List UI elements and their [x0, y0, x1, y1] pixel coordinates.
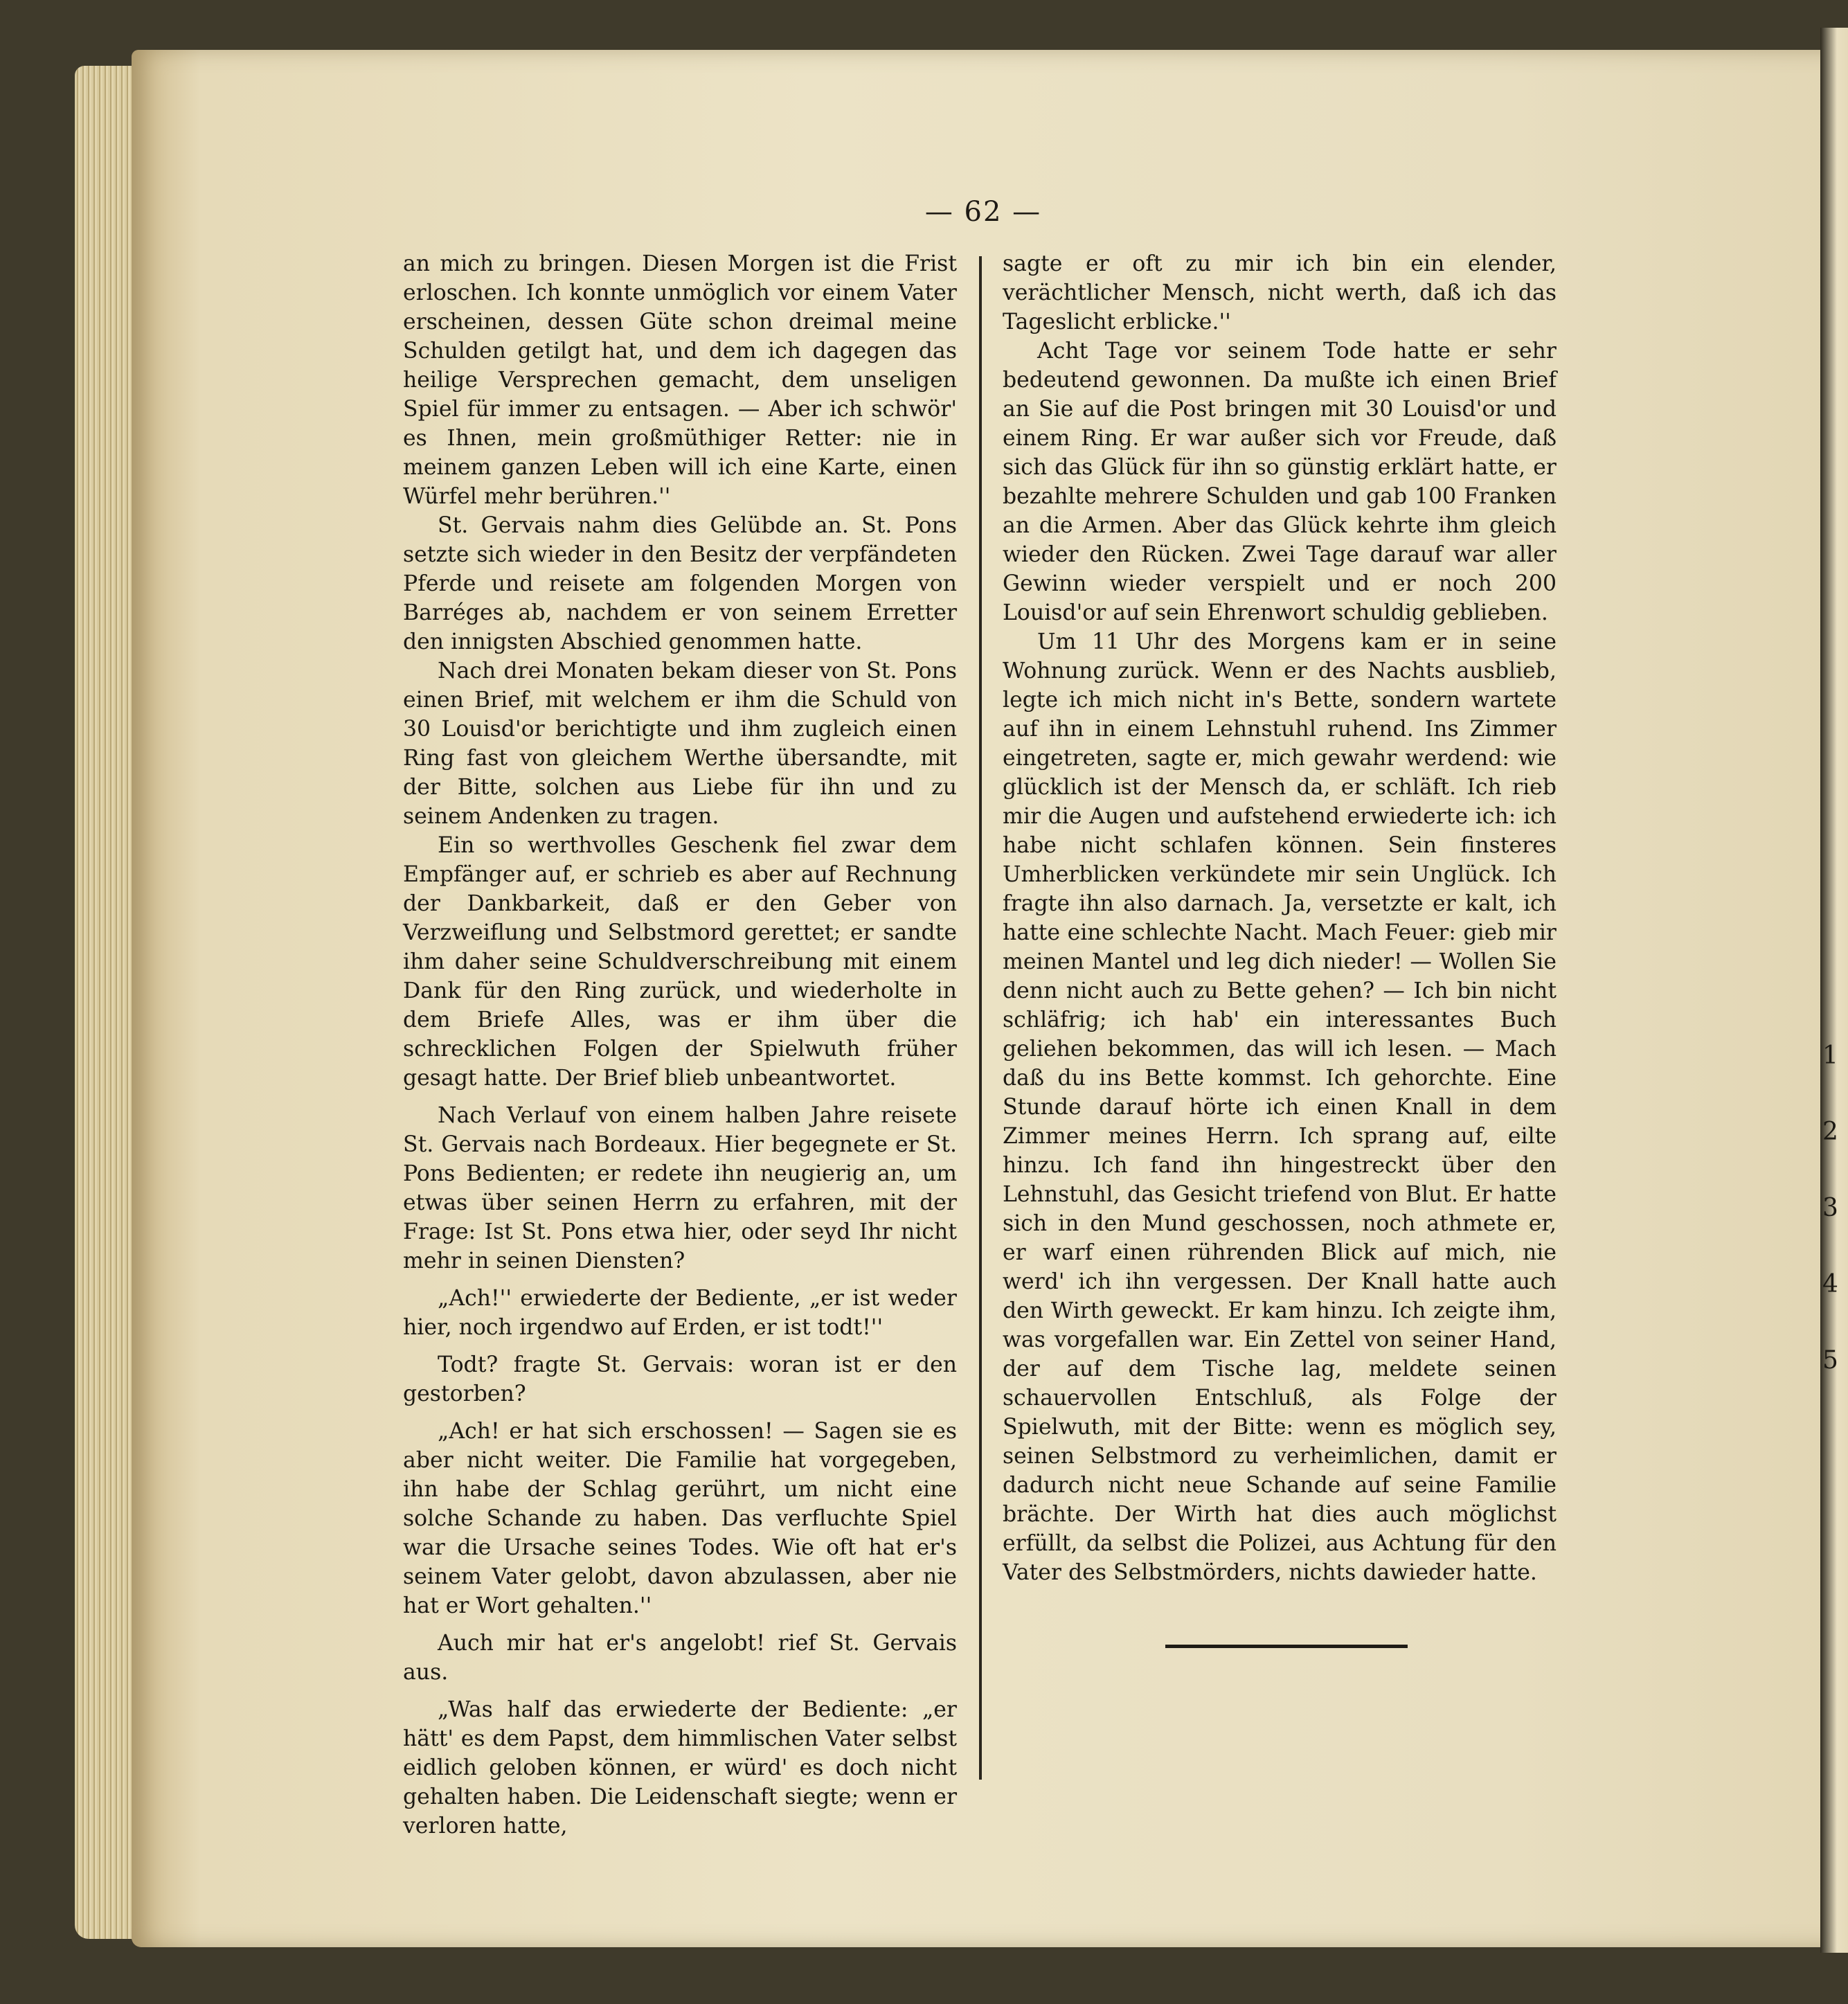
paragraph: Ein so werthvolles Geschenk fiel zwar dem Empfänger auf, er schrieb es aber auf Rechnung der Dankbarkeit, daß er den Geber von Verzweiflung und Selbstmord gerettet; er sandte ihm daher seine Schuldverschreibung mit einem Dank für den Ring zurück, und wiederholte in dem Briefe Alles, was er ihm über die schrecklichen Folgen der Spielwuth früher gesagt hatte. Der Brief blieb unbeantwortet.: [403, 833, 957, 1091]
fragment: 4: [1822, 1270, 1838, 1298]
paragraph: an mich zu bringen. Diesen Morgen ist die Frist erloschen. Ich konnte unmöglich vor einem Vater erscheinen, dessen Güte schon dreimal meine Schulden getilgt hat, und dem ich dagegen das heilige Versprechen gemacht, dem unseligen Spiel für immer zu entsagen. — Aber ich schwör' es Ihnen, mein großmüthiger Retter: nie in meinem ganzen Leben will ich eine Karte, einen Würfel mehr berühren.'': [403, 251, 957, 509]
paragraph: Auch mir hat er's angelobt! rief St. Gervais aus.: [403, 1631, 957, 1685]
fragment: 2: [1822, 1118, 1838, 1146]
book-page: [132, 50, 1848, 1947]
paragraph: Todt? fragte St. Gervais: woran ist er den gestorben?: [403, 1352, 957, 1406]
paragraph: Um 11 Uhr des Morgens kam er in seine Wohnung zurück. Wenn er des Nachts ausblieb, legte ich mich nicht in's Bette, sondern wartete auf ihn in einem Lehnstuhl ruhend. Ins Zimmer eingetreten, sagte er, mich gewahr werdend: wie glücklich ist der Mensch da, er schläft. Ich rieb mir die Augen und aufstehend erwiederte ich: ich habe nicht schlafen können. Sein finsteres Umherblicken verkündete mir sein Unglück. Ich fragte ihn also darnach. Ja, versetzte er kalt, ich hatte eine schlechte Nacht. Mach Feuer: gieb mir meinen Mantel und leg dich nieder! — Wollen Sie denn nicht auch zu Bette gehen? — Ich bin nicht schläfrig; ich hab' ein interessantes Buch geliehen bekommen, das will ich lesen. — Mach daß du ins Bette kommst. Ich gehorchte. Eine Stunde darauf hörte ich einen Knall in dem Zimmer meines Herrn. Ich sprang auf, eilte hinzu. Ich fand ihn hingestreckt über den Lehnstuhl, das Gesicht triefend von Blut. Er hatte sich in den Mund geschossen, noch athmete er, er warf einen rührenden Blick auf mich, nie werd' ich ihn vergessen. Der Knall hatte auch den Wirth geweckt. Er kam hinzu. Ich zeigte ihm, was vorgefallen war. Ein Zettel von seiner Hand, der auf dem Tische lag, meldete seinen schauervollen Entschluß, als Folge der Spielwuth, mit der Bitte: wenn es möglich sey, seinen Selbstmord zu verheimlichen, damit er dadurch nicht neue Schande auf seine Familie brächte. Der Wirth hat dies auch möglichst erfüllt, da selbst die Polizei, aus Achtung für den Vater des Selbstmörders, nichts dawieder hatte.: [1003, 629, 1557, 1585]
paragraph: St. Gervais nahm dies Gelübde an. St. Pons setzte sich wieder in den Besitz der verpfändeten Pferde und reisete am folgenden Morgen von Barréges ab, nachdem er von seinem Erretter den innigsten Abschied genommen hatte.: [403, 513, 957, 654]
next-page-fragments: [1822, 1018, 1847, 1399]
paragraph: Acht Tage vor seinem Tode hatte er sehr bedeutend gewonnen. Da mußte ich einen Brief an Sie auf die Post bringen mit 30 Louisd'or und einem Ring. Er war außer sich vor Freude, daß sich das Glück für ihn so günstig erklärt hatte, er bezahlte mehrere Schulden und gab 100 Franken an die Armen. Aber das Glück kehrte ihm gleich wieder den Rücken. Zwei Tage darauf war aller Gewinn wieder verspielt und er noch 200 Louisd'or auf sein Ehrenwort schuldig geblieben.: [1003, 339, 1557, 625]
next-page-edge: [1820, 28, 1848, 1953]
right-column: [1003, 249, 1557, 1587]
page-number: — 62 —: [924, 196, 1042, 228]
paragraph: Nach Verlauf von einem halben Jahre reisete St. Gervais nach Bordeaux. Hier begegnete er St. Pons Bedienten; er redete ihn neugierig an, um etwas über seinen Herrn zu erfahren, mit der Frage: Ist St. Pons etwa hier, oder seyd Ihr nicht mehr in seinen Diensten?: [403, 1103, 957, 1273]
fragment: 1: [1822, 1041, 1838, 1070]
page-edges: [75, 66, 137, 1939]
paragraph: sagte er oft zu mir ich bin ein elender, verächtlicher Mensch, nicht werth, daß ich das Tageslicht erblicke.'': [1003, 251, 1557, 334]
fragment: 5: [1822, 1346, 1838, 1375]
paragraph: „Ach!'' erwiederte der Bediente, „er ist weder hier, noch irgendwo auf Erden, er ist todt!'': [403, 1286, 957, 1340]
section-end-rule: [1165, 1643, 1408, 1650]
column-divider: [979, 256, 982, 1780]
paragraph: Nach drei Monaten bekam dieser von St. Pons einen Brief, mit welchem er ihm die Schuld von 30 Louisd'or berichtigte und ihm zugleich einen Ring fast von gleichem Werthe übersandte, mit der Bitte, solchen aus Liebe für ihn und zu seinem Andenken zu tragen.: [403, 659, 957, 829]
fragment: 3: [1822, 1194, 1838, 1222]
paragraph: „Was half das erwiederte der Bediente: „er hätt' es dem Papst, dem himmlischen Vater selbst eidlich geloben können, er würd' es doch nicht gehalten haben. Die Leidenschaft siegte; wenn er verloren hatte,: [403, 1697, 957, 1839]
paragraph: „Ach! er hat sich erschossen! — Sagen sie es aber nicht weiter. Die Familie hat vorgegeben, ihn habe der Schlag gerührt, um nicht eine solche Schande zu haben. Das verfluchte Spiel war die Ursache seines Todes. Wie oft hat er's seinem Vater gelobt, davon abzulassen, aber nie hat er Wort gehalten.'': [403, 1419, 957, 1618]
left-column: [403, 249, 957, 1841]
